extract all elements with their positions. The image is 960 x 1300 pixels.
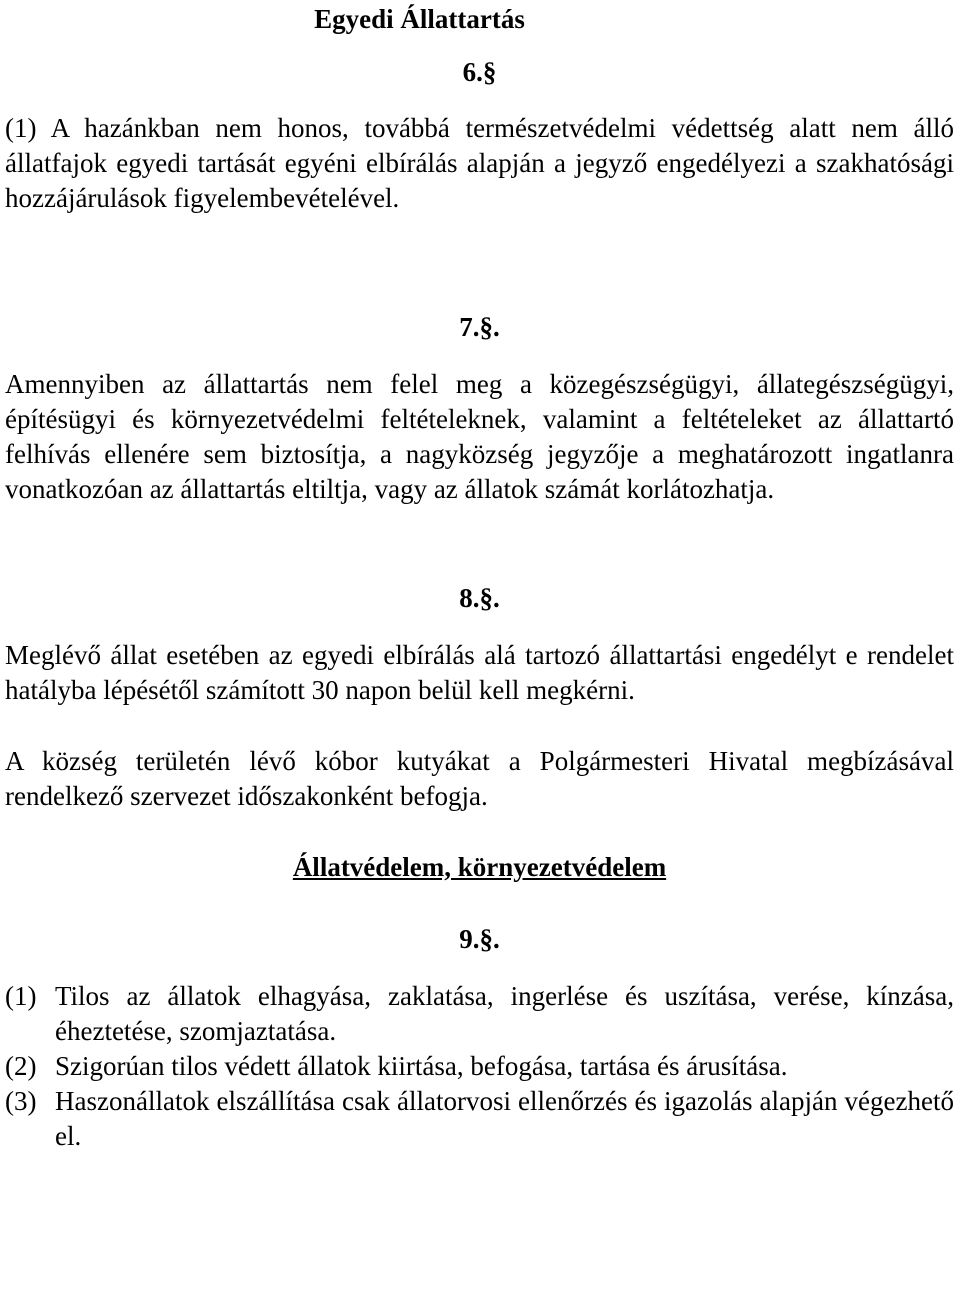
section-7-number: 7.§. [459, 312, 500, 342]
section-subtitle: Állatvédelem, környezetvédelem [292, 852, 667, 882]
section-6-number: 6.§ [462, 57, 497, 87]
list-item-marker: (2) [5, 1051, 37, 1081]
list-item-text: Haszonállatok elszállítása csak állatorvosi ellenőrzés és igazolás alapján végezhető el. [55, 1086, 954, 1151]
section-9-number: 9.§. [459, 924, 500, 954]
list-item-marker: (1) [5, 981, 37, 1011]
document-body [5, 0, 954, 1154]
list-item [5, 1049, 954, 1084]
section-6-paragraph: (1) A hazánkban nem honos, továbbá természetvédelmi védettség alatt nem álló állatfajok egyedi tartását egyéni elbírálás alapján a jegyző engedélyezi a szakhatósági hozzájárulások figyelembevételével. [5, 113, 954, 213]
list-item-text: Tilos az állatok elhagyása, zaklatása, ingerlése és uszítása, verése, kínzása, éheztetése, szomjaztatása. [55, 981, 954, 1046]
list-item-text: Szigorúan tilos védett állatok kiirtása, befogása, tartása és árusítása. [55, 1051, 788, 1081]
list-item [5, 979, 954, 1049]
list-item [5, 1084, 954, 1154]
section-8-number: 8.§. [459, 583, 500, 613]
section-7-paragraph: Amennyiben az állattartás nem felel meg a közegészségügyi, állategészségügyi, építésügyi és környezetvédelmi feltételeknek, valamint a feltételeket az állattartó felhívás ellenére sem biztosítja, a nagyközség jegyzője a meghatározott ingatlanra vonatkozóan az állattartás eltiltja, vagy az állatok számát korlátozhatja. [5, 369, 954, 504]
page-title: Egyedi Állattartás [314, 4, 525, 34]
section-8-paragraph-1: Meglévő állat esetében az egyedi elbírálás alá tartozó állattartási engedélyt e rendelet hatályba lépésétől számított 30 napon belül kell megkérni. [5, 640, 954, 705]
list-item-marker: (3) [5, 1086, 37, 1116]
section-9-list [5, 979, 954, 1154]
section-8-paragraph-2: A község területén lévő kóbor kutyákat a Polgármesteri Hivatal megbízásával rendelkező szervezet időszakonként befogja. [5, 746, 954, 811]
